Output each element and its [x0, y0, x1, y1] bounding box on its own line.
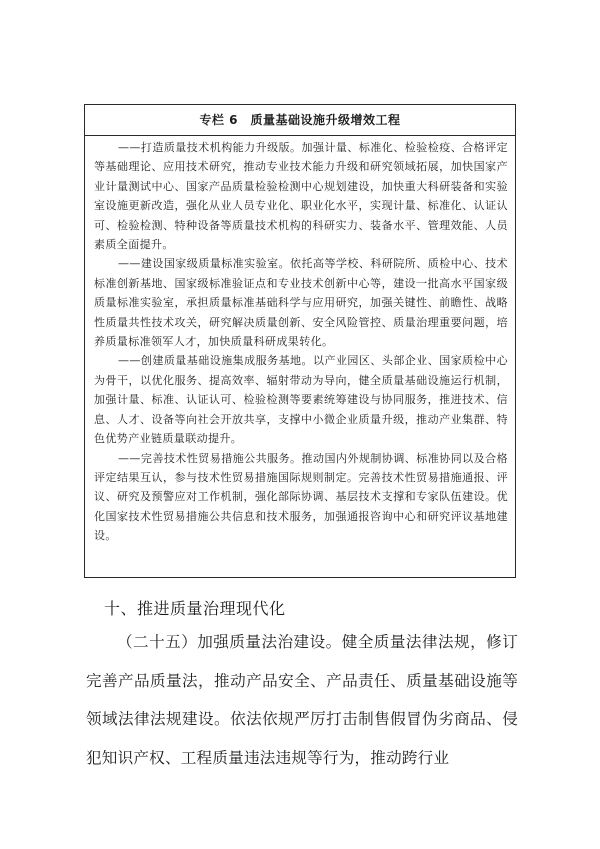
body-paragraph: （二十五）加强质量法治建设。健全质量法律法规，修订完善产品质量法，推动产品安全、产品责任、质量基础设施等领域法律法规建设。依法依规严厉打击制售假冒伪劣商品、侵犯知识产权、工程质量违法违规等行为，推动跨行业 [86, 633, 518, 767]
feature-column-body [94, 138, 508, 546]
section-heading: 十、推进质量治理现代化 [104, 599, 286, 618]
feature-column-title: 专栏 6 质量基础设施升级增效工程 [85, 105, 515, 136]
feature-paragraph-standard-labs: ——建设国家级质量标准实验室。依托高等学校、科研院所、质检中心、技术标准创新基地、国家级标准验证点和专业技术创新中心等，建设一批高水平国家级质量标准实验室，承担质量标准基础科学与应用研究，加强关键性、前瞻性、战略性质量共性技术攻关，研究解决质量创新、安全风险管控、质量治理重要问题，培养质量标准领军人才，加快质量科研成果转化。 [94, 257, 508, 349]
feature-column-box [84, 104, 516, 578]
feature-paragraph-service-bases: ——创建质量基础设施集成服务基地。以产业园区、头部企业、国家质检中心为骨干，以优化服务、提高效率、辐射带动为导向，健全质量基础设施运行机制，加强计量、标准、认证认可、检验检测等要素统筹建设与协同服务，推进技术、信息、人才、设备等向社会开放共享，支撑中小微企业质量升级，推动产业集群、特色优势产业链质量联动提升。 [94, 354, 508, 446]
feature-paragraph-upgrade-institutions: ——打造质量技术机构能力升级版。加强计量、标准化、检验检疫、合格评定等基础理论、应用技术研究，推动专业技术能力升级和研究领域拓展，加快国家产业计量测试中心、国家产品质量检验检测中心规划建设，加快重大科研装备和实验室设施更新改造，强化从业人员专业化、职业化水平，实现计量、标准化、认证认可、检验检测、特种设备等质量技术机构的科研实力、装备水平、管理效能、人员素质全面提升。 [94, 141, 508, 252]
feature-paragraph-trade-measures: ——完善技术性贸易措施公共服务。推动国内外规制协调、标准协同以及合格评定结果互认，参与技术性贸易措施国际规则制定。完善技术性贸易措施通报、评议、研究及预警应对工作机制，强化部际协调、基层技术支撑和专家队伍建设。优化国家技术性贸易措施公共信息和技术服务，加强通报咨询中心和研究评议基地建设。 [94, 451, 508, 543]
